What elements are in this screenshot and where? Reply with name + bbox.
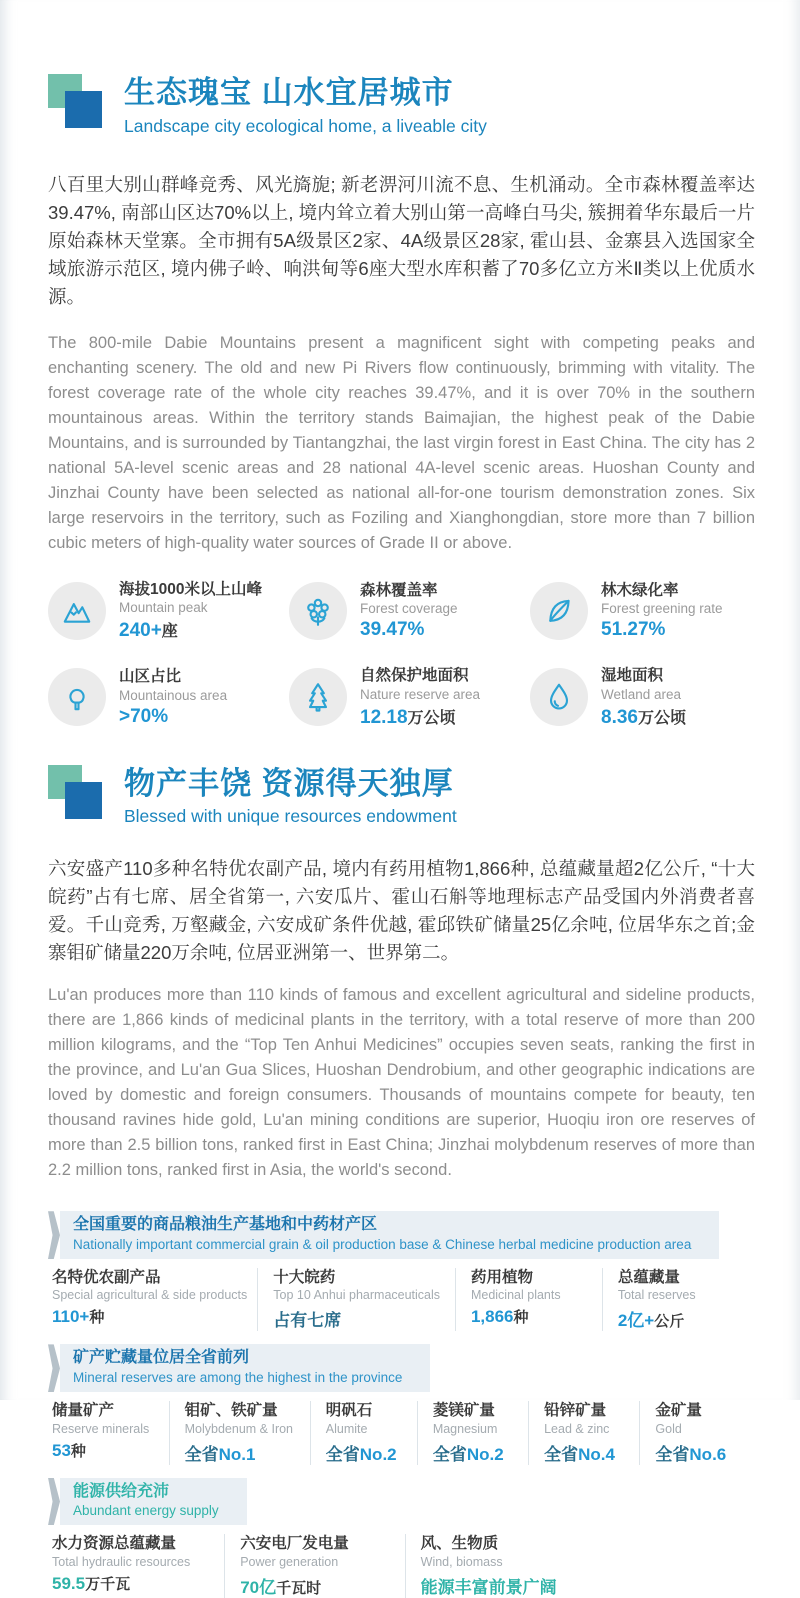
panel-item	[528, 1401, 639, 1464]
item-value	[185, 1440, 300, 1465]
item-value-number: 70亿	[240, 1577, 277, 1597]
item-value-unit: 万千瓦	[85, 1575, 131, 1593]
tree-icon	[48, 668, 106, 726]
item-value-unit: 种	[70, 1442, 86, 1460]
item-value-number: 110+	[52, 1307, 90, 1327]
stat-value	[360, 619, 458, 641]
panel-energy-supply	[48, 1478, 755, 1598]
panel-title-strip	[60, 1478, 247, 1526]
item-value-unit: 种	[513, 1309, 529, 1327]
item-value	[421, 1573, 745, 1598]
item-value	[471, 1306, 592, 1327]
panel-items	[48, 1401, 755, 1464]
section2-paragraph-en: Lu'an produces more than 110 kinds of famous and excellent agricultural and sideline products, there are 1,866 kinds of medicinal plants in the territory, with a total reserve of more than 200 million kilograms, and the “Top Ten Anhui Medicines” occupies seven seats, ranking the first in the province, and Lu'an Gua Slices, Huoshan Dendrobium, and other geographic indications are loved by domestic and foreign consumers. Thousands of mountains compete for beauty, ten thousand ravines hide gold, Lu'an mining conditions are superior, Huoqiu iron ore reserves of more than 2.5 billion tons, ranked first in East China; Jinzhai molybdenum reserves of more than 2.2 million tons, ranked first in Asia, the world's second.	[48, 986, 755, 1180]
stat-number: 51.27%	[601, 619, 666, 641]
panel-header	[48, 1344, 755, 1392]
item-value-text: 能源丰富前景广阔	[420, 1577, 557, 1597]
item-value-number: 1,866	[470, 1307, 514, 1327]
item-value	[52, 1573, 214, 1594]
item-value-number: No.1	[218, 1444, 256, 1464]
panel-title-en: Mineral reserves are among the highest in the province	[73, 1370, 403, 1386]
item-label-zh: 明矾石	[325, 1402, 373, 1420]
stat-value	[360, 705, 480, 729]
section1-header	[48, 72, 755, 137]
stat-number: 8.36	[601, 706, 638, 728]
section1-subtitle: Landscape city ecological home, a liveable city	[124, 115, 487, 136]
item-label-en: Top 10 Anhui pharmaceuticals	[273, 1288, 441, 1303]
panel-grain-and-herbal	[48, 1211, 755, 1331]
panel-item	[639, 1401, 755, 1464]
item-value-number: 53	[52, 1440, 71, 1460]
section2-subtitle: Blessed with unique resources endowment	[124, 806, 457, 827]
stat-value	[119, 706, 227, 728]
panel-item	[310, 1401, 417, 1464]
stat-number: 12.18	[360, 706, 408, 728]
section1-title: 生态瑰宝 山水宜居城市	[124, 75, 454, 110]
item-label-zh: 金矿量	[655, 1402, 702, 1420]
stat-label-zh: 湿地面积	[601, 667, 664, 685]
item-label-zh: 药用植物	[470, 1269, 533, 1287]
section2-header	[48, 763, 755, 828]
item-value-text: 全省	[325, 1444, 360, 1464]
stat-mountain-peak	[48, 580, 273, 642]
stat-unit: 座	[161, 623, 178, 641]
stat-nature-reserve	[289, 666, 514, 728]
leaf-icon	[530, 582, 588, 640]
stats-grid	[48, 580, 755, 729]
section1-paragraph-zh: 八百里大别山群峰竞秀、风光旖旎; 新老淠河川流不息、生机涌动。全市森林覆盖率达39.47%, 南部山区达70%以上, 境内耸立着大别山第一高峰白马尖, 簇拥着华东最后一片原始森林天堂寨。全市拥有5A级景区2家、4A级景区28家, 霍山县、金寨县入选国家全域旅游示范区, 境内佛子岭、响洪甸等6座大型水库积蓄了70多亿立方米Ⅱ类以上优质水源。	[48, 173, 755, 307]
stat-mountainous-area	[48, 666, 273, 728]
item-value-unit: 公斤	[654, 1313, 685, 1331]
panel-title-zh: 能源供给充沛	[73, 1482, 170, 1500]
stat-label-zh: 山区占比	[119, 668, 182, 686]
panel-item	[52, 1534, 224, 1597]
stat-label-zh: 森林覆盖率	[360, 581, 438, 599]
item-label-en: Total hydraulic resources	[52, 1554, 191, 1569]
item-label-zh: 菱镁矿量	[432, 1402, 495, 1420]
item-value-number: No.4	[578, 1444, 615, 1464]
item-value-text: 全省	[432, 1444, 467, 1464]
item-value	[326, 1440, 407, 1465]
item-value	[433, 1440, 518, 1465]
item-label-zh: 铅锌矿量	[544, 1402, 607, 1420]
item-label-en: Total reserves	[617, 1288, 696, 1303]
panel-item	[52, 1268, 257, 1331]
item-label-en: Special agricultural & side products	[52, 1288, 248, 1303]
section2-title: 物产丰饶 资源得天独厚	[124, 765, 454, 801]
item-value	[544, 1440, 629, 1465]
stat-value	[601, 619, 723, 641]
item-label-zh: 总蕴藏量	[617, 1269, 680, 1287]
stat-label-en: Forest greening rate	[601, 601, 723, 617]
stat-label-zh: 林木绿化率	[601, 581, 679, 599]
stat-number: 240+	[119, 620, 162, 642]
stat-label-en: Forest coverage	[360, 601, 458, 617]
stat-unit: 万公顷	[637, 709, 686, 727]
panel-item	[602, 1268, 755, 1331]
panel-item	[417, 1401, 528, 1464]
stat-label-en: Mountainous area	[119, 687, 228, 703]
panel-item	[169, 1401, 310, 1464]
item-value-number: 2亿+	[617, 1311, 655, 1331]
item-label-en: Lead & zinc	[544, 1421, 610, 1436]
item-value-text: 全省	[184, 1444, 219, 1464]
stat-forest-greening	[530, 580, 755, 642]
section2-paragraph-zh: 六安盛产110多种名特优农副产品, 境内有药用植物1,866种, 总蕴藏量超2亿公斤, “十大皖药”占有七席、居全省第一, 六安瓜片、霍山石斛等地理标志产品受国内外消费者喜爱。千山竞秀, 万壑藏金, 六安成矿条件优越, 霍邱铁矿储量25亿余吨, 位居华东之首;金寨钼矿储量220万余吨, 位居亚洲第一、世界第二。	[48, 858, 755, 964]
item-value-number: No.6	[689, 1444, 727, 1464]
panel-mineral-reserves	[48, 1344, 755, 1464]
item-value-number: 59.5	[52, 1573, 86, 1593]
stat-wetland-area	[530, 666, 755, 728]
panel-title-strip	[60, 1211, 719, 1259]
stat-label-en: Nature reserve area	[360, 686, 481, 702]
item-value-text: 占有七席	[273, 1311, 342, 1331]
item-value-text: 全省	[655, 1444, 690, 1464]
water-drop-icon	[530, 668, 588, 726]
section-mark	[48, 763, 102, 821]
stat-label-en: Mountain peak	[119, 600, 208, 616]
item-label-zh: 十大皖药	[273, 1269, 336, 1287]
blue-square-decoration	[65, 91, 102, 128]
stat-number: 39.47%	[360, 619, 425, 641]
item-value-unit: 千瓦时	[276, 1579, 322, 1597]
blossom-icon	[289, 582, 347, 640]
panel-item	[455, 1268, 602, 1331]
mountain-icon	[48, 582, 106, 640]
item-value	[52, 1440, 159, 1461]
item-value-number: No.2	[359, 1444, 397, 1464]
item-label-en: Medicinal plants	[470, 1288, 561, 1303]
panel-item	[52, 1401, 169, 1464]
item-value	[52, 1306, 247, 1327]
item-label-zh: 名特优农副产品	[52, 1269, 161, 1287]
panel-items	[48, 1534, 755, 1597]
chevron-right-icon	[48, 1211, 60, 1259]
stat-label-en: Wetland area	[601, 686, 682, 702]
stat-label-zh: 海拔1000米以上山峰	[119, 580, 262, 598]
blue-square-decoration	[65, 782, 102, 819]
stat-unit: 万公顷	[407, 709, 456, 727]
item-label-zh: 储量矿产	[52, 1402, 115, 1420]
panel-header	[48, 1478, 755, 1526]
chevron-right-icon	[48, 1478, 60, 1526]
item-value-number: No.2	[466, 1444, 504, 1464]
section-mark	[48, 72, 102, 130]
item-label-en: Molybdenum & Iron	[184, 1421, 294, 1436]
panel-title-zh: 全国重要的商品粮油生产基地和中药材产区	[73, 1216, 378, 1234]
item-label-en: Gold	[655, 1421, 682, 1436]
stat-value	[601, 705, 686, 729]
panel-title-en: Nationally important commercial grain & oil production base & Chinese herbal medicine production area	[73, 1237, 692, 1253]
item-label-en: Magnesium	[432, 1421, 498, 1436]
panel-item	[224, 1534, 404, 1597]
panel-title-en: Abundant energy supply	[73, 1503, 219, 1519]
item-value	[273, 1306, 445, 1331]
item-value	[240, 1573, 394, 1598]
panel-item	[257, 1268, 455, 1331]
item-value-text: 全省	[544, 1444, 579, 1464]
section1-paragraph-en: The 800-mile Dabie Mountains present a magnificent sight with competing peaks and enchanting scenery. The old and new Pi Rivers flow continuously, brimming with vitality. The forest coverage rate of the whole city reaches 39.47%, and it is over 70% in the southern mountainous areas. Within the territory stands Baimajian, the highest peak of the Dabie Mountains, and is surrounded by Tiantangzhai, the last virgin forest in East China. The city has 2 national 5A-level scenic areas and 28 national 4A-level scenic areas. Huoshan County and Jinzhai County have been selected as national all-for-one tourism demonstration zones. Six large reservoirs in the territory, such as Foziling and Xianghongdian, store more than 7 billion cubic meters of high-quality water sources of Grade II or above.	[48, 333, 755, 552]
stat-label-zh: 自然保护地面积	[360, 667, 469, 685]
item-value	[655, 1440, 745, 1465]
pine-tree-icon	[289, 668, 347, 726]
item-label-en: Wind, biomass	[420, 1554, 503, 1569]
panel-title-strip	[60, 1344, 430, 1392]
panel-header	[48, 1211, 755, 1259]
item-label-zh: 风、生物质	[420, 1535, 499, 1553]
stat-value	[119, 618, 262, 642]
stat-number: >70%	[119, 705, 169, 727]
chevron-right-icon	[48, 1344, 60, 1392]
item-label-zh: 水力资源总蕴藏量	[52, 1535, 177, 1553]
panel-items	[48, 1268, 755, 1331]
item-value-unit: 种	[89, 1309, 105, 1327]
item-label-en: Alumite	[325, 1421, 368, 1436]
item-label-zh: 钼矿、铁矿量	[184, 1402, 278, 1420]
panel-item	[405, 1534, 755, 1597]
item-value	[618, 1306, 745, 1331]
item-label-en: Power generation	[240, 1554, 339, 1569]
stat-forest-coverage	[289, 580, 514, 642]
item-label-zh: 六安电厂发电量	[240, 1535, 349, 1553]
panel-title-zh: 矿产贮藏量位居全省前列	[73, 1349, 250, 1367]
item-label-en: Reserve minerals	[52, 1421, 150, 1436]
